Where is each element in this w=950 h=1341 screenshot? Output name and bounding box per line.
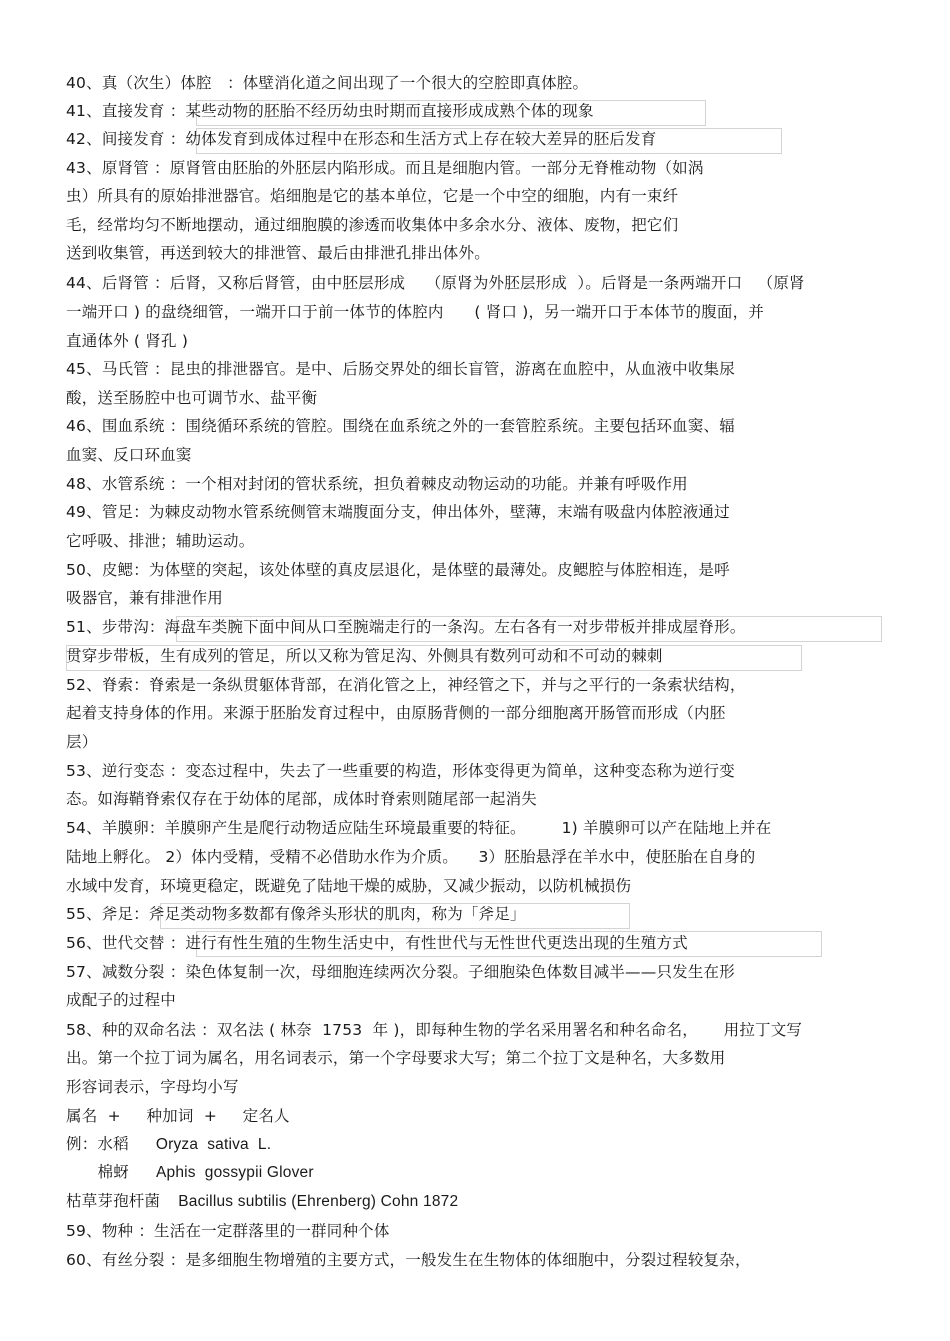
- text-line: 42、间接发育 ：幼体发育到成体过程中在形态和生活方式上存在较大差异的胚后发育: [66, 130, 657, 148]
- text-line: 态。如海鞘脊索仅存在于幼体的尾部，成体时脊索则随尾部一起消失: [66, 790, 538, 808]
- text-line: 形容词表示，字母均小写: [66, 1078, 239, 1096]
- text-line: 53、逆行变态 ：变态过程中，失去了一些重要的构造，形体变得更为简单，这种变态称为逆行变: [66, 762, 735, 780]
- text-line: 43、原肾管 ：原肾管由胚胎的外胚层内陷形成。而且是细胞内管。一部分无脊椎动物（如涡: [66, 159, 704, 177]
- text-line: 血窦、反口环血窦: [66, 446, 192, 464]
- text-line: 直通体外 ( 肾孔 ): [66, 332, 189, 350]
- text-line: 起着支持身体的作用。来源于胚胎发育过程中，由原肠背侧的一部分细胞离开肠管而形成（内胚: [66, 704, 726, 722]
- text-line: 送到收集管，再送到较大的排泄管、最后由排泄孔排出体外。: [66, 244, 490, 262]
- text-line: 一端开口 ) 的盘绕细管，一端开口于前一体节的体腔内 ( 肾口 )，另一端开口于本体节的腹面，并: [66, 303, 765, 321]
- text-line: 酸，送至肠腔中也可调节水、盐平衡: [66, 389, 318, 407]
- text-line: 40、真（次生）体腔 ：体壁消化道之间出现了一个很大的空腔即真体腔。: [66, 74, 589, 92]
- text-line: 59、物种 ：生活在一定群落里的一群同种个体: [66, 1222, 390, 1240]
- text-line: 贯穿步带板，生有成列的管足，所以又称为管足沟、外侧具有数列可动和不可动的棘刺: [66, 647, 663, 665]
- text-line: 51、步带沟：海盘车类腕下面中间从口至腕端走行的一条沟。左右各有一对步带板并排成屋脊形。: [66, 618, 746, 636]
- text-line: 属名 + 种加词 + 定名人: [66, 1107, 290, 1125]
- text-line: 52、脊索：脊索是一条纵贯躯体背部，在消化管之上，神经管之下，并与之平行的一条索状结构，: [66, 676, 746, 694]
- text-line: 55、斧足：斧足类动物多数都有像斧头形状的肌肉，称为「斧足」: [66, 905, 526, 923]
- text-line: 水域中发育，环境更稳定，既避免了陆地干燥的威胁，又减少振动，以防机械损伤: [66, 877, 632, 895]
- text-line: 50、皮鳃：为体壁的突起，该处体壁的真皮层退化，是体壁的最薄处。皮鳃腔与体腔相连，是呼: [66, 561, 730, 579]
- text-line: 48、水管系统 ：一个相对封闭的管状系统，担负着棘皮动物运动的功能。并兼有呼吸作用: [66, 475, 688, 493]
- text-line: 枯草芽孢杆菌 Bacillus subtilis (Ehrenberg) Cohn 1872: [66, 1193, 459, 1210]
- text-line: 棉蚜 Aphis gossypii Glover: [66, 1164, 314, 1181]
- text-line: 44、后肾管 ：后肾，又称后肾管，由中胚层形成 （原肾为外胚层形成 ）。后肾是一条两端开口 （原肾: [66, 274, 805, 292]
- text-line: 陆地上孵化。 2）体内受精，受精不必借助水作为介质。 3）胚胎悬浮在羊水中，使胚胎在自身的: [66, 848, 756, 866]
- text-line: 49、管足：为棘皮动物水管系统侧管末端腹面分支，伸出体外，壁薄，末端有吸盘内体腔液通过: [66, 503, 730, 521]
- text-line: 57、减数分裂 ：染色体复制一次，母细胞连续两次分裂。子细胞染色体数目减半——只发生在形: [66, 963, 735, 981]
- text-line: 它呼吸、排泄；辅助运动。: [66, 532, 255, 550]
- text-line: 毛，经常均匀不断地摆动，通过细胞膜的渗透而收集体中多余水分、液体、废物，把它们: [66, 216, 679, 234]
- text-line: 58、种的双命名法 ：双名法 ( 林奈 1753 年 )，即每种生物的学名采用署名和种名命名， 用拉丁文写: [66, 1021, 803, 1039]
- text-line: 56、世代交替 ：进行有性生殖的生物生活史中，有性世代与无性世代更迭出现的生殖方式: [66, 934, 688, 952]
- text-line: 60、有丝分裂 ：是多细胞生物增殖的主要方式，一般发生在生物体的体细胞中，分裂过程较复杂，: [66, 1251, 751, 1269]
- text-line: 45、马氏管 ：昆虫的排泄器官。是中、后肠交界处的细长盲管，游离在血腔中，从血液中收集尿: [66, 360, 735, 378]
- text-line: 成配子的过程中: [66, 991, 176, 1009]
- text-line: 虫）所具有的原始排泄器官。焰细胞是它的基本单位，它是一个中空的细胞，内有一束纤: [66, 187, 679, 205]
- text-line: 54、羊膜卵：羊膜卵产生是爬行动物适应陆生环境最重要的特征。 1) 羊膜卵可以产在陆地上并在: [66, 819, 772, 837]
- text-line: 层）: [66, 733, 98, 751]
- text-line: 吸器官，兼有排泄作用: [66, 589, 224, 607]
- text-line: 46、围血系统 ：围绕循环系统的管腔。围绕在血系统之外的一套管腔系统。主要包括环血窦、辐: [66, 417, 735, 435]
- text-line: 例：水稻 Oryza sativa L.: [66, 1136, 272, 1153]
- text-line: 41、直接发育 ：某些动物的胚胎不经历幼虫时期而直接形成成熟个体的现象: [66, 102, 594, 120]
- text-line: 出。第一个拉丁词为属名，用名词表示，第一个字母要求大写；第二个拉丁文是种名，大多数用: [66, 1049, 726, 1067]
